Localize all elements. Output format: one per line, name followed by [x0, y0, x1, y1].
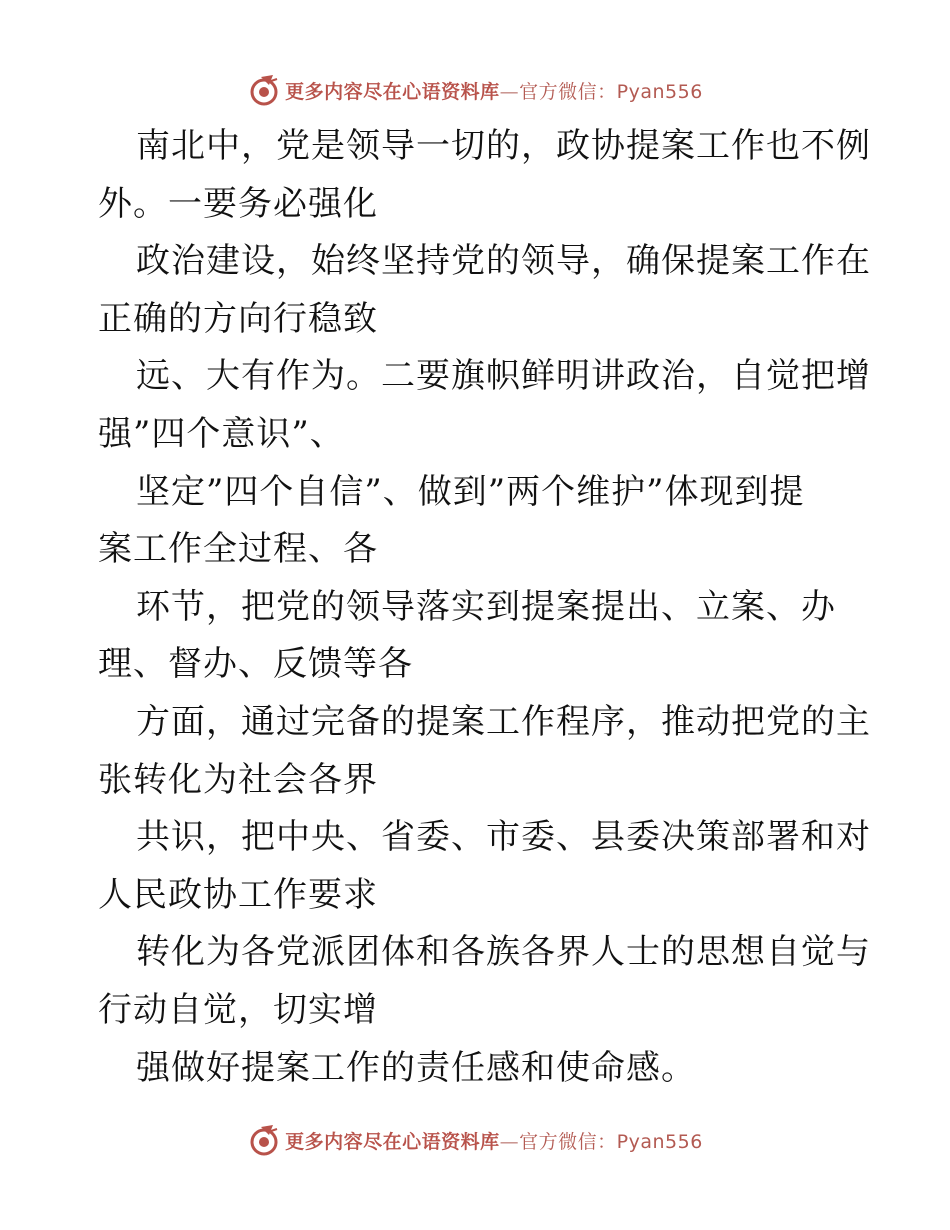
header-site-text: 更多内容尽在心语资料库 [285, 80, 500, 103]
text-line: 环节，把党的领导落实到提案提出、立案、办 [136, 586, 836, 627]
text-line: 张转化为社会各界 [98, 759, 378, 800]
text-line: 南北中，党是领导一切的，政协提案工作也不例 [136, 126, 871, 166]
header-watermark [0, 70, 950, 110]
logo-icon [247, 1123, 281, 1157]
text-line: 外。一要务必强化 [98, 183, 378, 224]
text-line: 政治建设，始终坚持党的领导，确保提案工作在 [136, 241, 871, 282]
header-dash: — [499, 80, 520, 103]
text-line: 人民政协工作要求 [98, 874, 378, 915]
footer-site-text: 更多内容尽在心语资料库 [285, 1130, 500, 1153]
text-line: 共识，把中央、省委、市委、县委决策部署和对 [136, 817, 871, 858]
text-line: 行动自觉，切实增 [98, 989, 378, 1030]
footer-watermark [0, 1120, 950, 1160]
header-wechat-text: 官方微信：Pyan556 [519, 80, 703, 103]
text-line: 远、大有作为。二要旗帜鲜明讲政治，自觉把增 [136, 356, 871, 397]
text-line: 理、督办、反馈等各 [98, 644, 413, 685]
text-line: 正确的方向行稳致 [98, 298, 378, 339]
footer-dash: — [499, 1130, 520, 1153]
text-line: 坚定”四个自信”、做到”两个维护”体现到提 [136, 471, 805, 512]
text-line: 案工作全过程、各 [98, 529, 378, 570]
text-line: 强做好提案工作的责任感和使命感。 [136, 1047, 696, 1088]
text-line: 方面，通过完备的提案工作程序，推动把党的主 [136, 701, 871, 742]
text-line: 转化为各党派团体和各族各界人士的思想自觉与 [136, 932, 871, 973]
document-body [98, 118, 871, 1097]
text-line: 强”四个意识”、 [98, 413, 345, 454]
logo-icon [247, 73, 281, 107]
footer-wechat-text: 官方微信：Pyan556 [519, 1130, 703, 1153]
